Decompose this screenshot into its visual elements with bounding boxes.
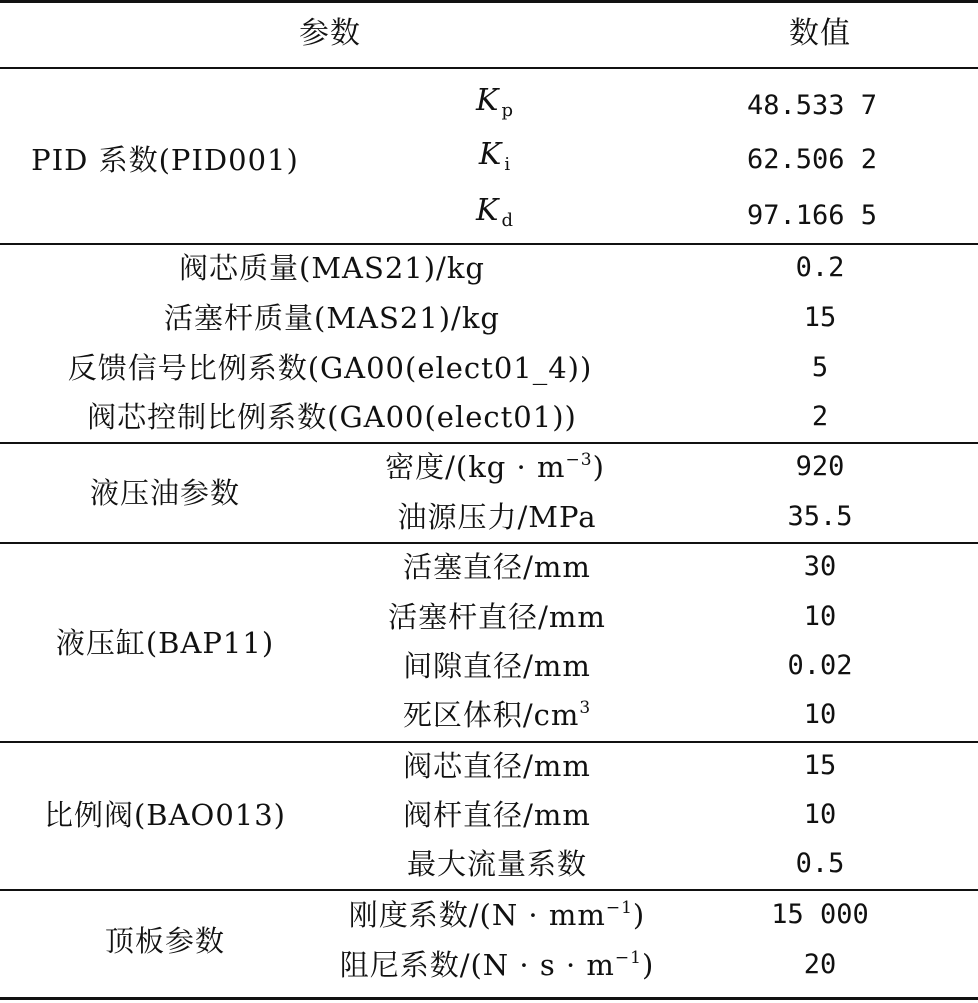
prop-valve-group-label: 比例阀(BAO013) bbox=[43, 798, 287, 832]
section-rule-cylinder bbox=[0, 741, 978, 743]
bottom-rule bbox=[0, 997, 978, 1000]
piston-rod-mass-label: 活塞杆质量(MAS21)/kg bbox=[164, 301, 500, 335]
piston-diameter-value: 30 bbox=[803, 551, 837, 582]
pid-kd-value: 97.166 5 bbox=[746, 200, 878, 231]
stiffness-label: 刚度系数$/(N \cdot mm^{-1})$ bbox=[348, 898, 646, 932]
dead-volume-label: 死区体积$/cm^3$ bbox=[402, 698, 592, 732]
piston-rod-diameter-label: 活塞杆直径/mm bbox=[388, 600, 606, 634]
damping-label: 阻尼系数$/(N \cdot s \cdot m^{-1})$ bbox=[339, 948, 655, 982]
top-rule bbox=[0, 0, 978, 3]
clearance-diameter-label: 间隙直径/mm bbox=[403, 649, 591, 683]
valve-stem-diameter-value: 10 bbox=[803, 799, 837, 830]
valve-core-diameter-label: 阀芯直径/mm bbox=[403, 749, 591, 783]
oil-group-label: 液压油参数 bbox=[89, 476, 241, 510]
feedback-gain-value: 5 bbox=[811, 352, 829, 383]
section-rule-prop-valve bbox=[0, 889, 978, 891]
pid-kp-symbol: K $_p$ bbox=[476, 83, 514, 121]
pid-ki-symbol: K $_i$ bbox=[478, 137, 512, 175]
max-flow-coefficient-value: 0.5 bbox=[795, 848, 845, 879]
oil-supply-pressure-label: 油源压力/MPa bbox=[397, 500, 597, 534]
header-param: 参数 bbox=[299, 16, 361, 51]
plate-group-label: 顶板参数 bbox=[104, 924, 226, 958]
clearance-diameter-value: 0.02 bbox=[787, 650, 853, 681]
valve-core-mass-value: 0.2 bbox=[795, 252, 845, 283]
feedback-gain-label: 反馈信号比例系数(GA00(elect01_4)) bbox=[67, 351, 593, 385]
oil-supply-pressure-value: 35.5 bbox=[787, 501, 853, 532]
valve-control-gain-label: 阀芯控制比例系数(GA00(elect01)) bbox=[87, 400, 577, 434]
oil-density-value: 920 bbox=[795, 451, 845, 482]
pid-group-label: PID 系数(PID001) bbox=[31, 143, 299, 177]
pid-ki-value: 62.506 2 bbox=[746, 144, 878, 175]
section-rule-oil bbox=[0, 542, 978, 544]
max-flow-coefficient-label: 最大流量系数 bbox=[406, 847, 588, 881]
pid-kd-symbol: K $_d$ bbox=[476, 193, 514, 231]
piston-rod-mass-value: 15 bbox=[803, 302, 837, 333]
header-rule bbox=[0, 67, 978, 69]
pid-kp-value: 48.533 7 bbox=[746, 90, 878, 121]
stiffness-value: 15 000 bbox=[771, 899, 869, 930]
valve-control-gain-value: 2 bbox=[811, 401, 829, 432]
valve-core-mass-label: 阀芯质量(MAS21)/kg bbox=[179, 251, 485, 285]
header-value: 数值 bbox=[789, 16, 851, 51]
section-rule-valve bbox=[0, 442, 978, 444]
cylinder-group-label: 液压缸(BAP11) bbox=[55, 626, 275, 660]
damping-value: 20 bbox=[803, 949, 837, 980]
piston-rod-diameter-value: 10 bbox=[803, 601, 837, 632]
section-rule-pid bbox=[0, 243, 978, 245]
piston-diameter-label: 活塞直径/mm bbox=[403, 550, 591, 584]
dead-volume-value: 10 bbox=[803, 699, 837, 730]
valve-stem-diameter-label: 阀杆直径/mm bbox=[403, 798, 591, 832]
oil-density-label: 密度$/(kg \cdot m^{-3})$ bbox=[385, 450, 605, 484]
valve-core-diameter-value: 15 bbox=[803, 750, 837, 781]
